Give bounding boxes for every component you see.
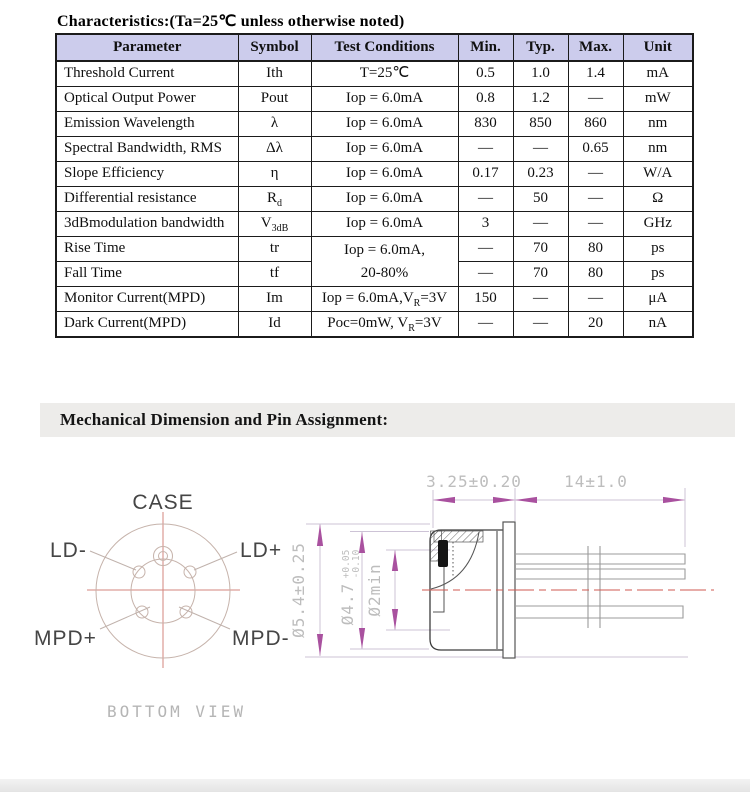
cell-typ: —	[513, 212, 568, 237]
cell-conditions: Iop = 6.0mA	[311, 162, 458, 187]
cell-symbol: Im	[238, 287, 311, 312]
cell-conditions: Iop = $6.0mA,V_R=3V$	[311, 287, 458, 312]
cell-max: 0.65	[568, 137, 623, 162]
cell-parameter: Rise Time	[56, 237, 238, 262]
mpd-minus-label: MPD-	[232, 627, 290, 650]
cell-symbol: $R_d$	[238, 187, 311, 212]
cell-symbol: Ith	[238, 61, 311, 87]
cell-conditions: T=25℃	[311, 61, 458, 87]
cell-typ: 70	[513, 237, 568, 262]
cell-symbol: tr	[238, 237, 311, 262]
cell-conditions: Iop = 6.0mA	[311, 112, 458, 137]
cell-max: —	[568, 212, 623, 237]
cell-conditions: Iop = 6.0mA	[311, 87, 458, 112]
cell-parameter: Fall Time	[56, 262, 238, 287]
cell-typ: 50	[513, 187, 568, 212]
cell-max: 80	[568, 262, 623, 287]
leader-ld-minus	[90, 551, 136, 570]
cell-symbol: Id	[238, 312, 311, 338]
cell-unit: mA	[623, 61, 693, 87]
characteristics-table	[55, 33, 694, 338]
bottom-view-drawing	[34, 491, 290, 721]
dim-cap-diameter-tol-minus: -0.10	[351, 549, 362, 579]
bottom-view-caption: BOTTOM VIEW	[107, 702, 246, 721]
cell-parameter: Spectral Bandwidth, RMS	[56, 137, 238, 162]
cell-typ: —	[513, 137, 568, 162]
cell-unit: nm	[623, 137, 693, 162]
cell-max: —	[568, 287, 623, 312]
cell-unit: W/A	[623, 162, 693, 187]
side-view-drawing	[289, 472, 714, 658]
cell-min: —	[458, 187, 513, 212]
cell-max: 860	[568, 112, 623, 137]
col-header-typ: Typ.	[513, 34, 568, 61]
cell-unit: nA	[623, 312, 693, 338]
col-header-parameter: Parameter	[56, 34, 238, 61]
cell-typ: 850	[513, 112, 568, 137]
dim-aperture-diameter: Ø2min	[365, 563, 384, 617]
cell-symbol: λ	[238, 112, 311, 137]
cell-min: 0.5	[458, 61, 513, 87]
cell-symbol: Δλ	[238, 137, 311, 162]
cell-parameter: Differential resistance	[56, 187, 238, 212]
col-header-min: Min.	[458, 34, 513, 61]
cell-typ: —	[513, 312, 568, 338]
cell-max: —	[568, 187, 623, 212]
cell-parameter: 3dBmodulation bandwidth	[56, 212, 238, 237]
cell-unit: ps	[623, 237, 693, 262]
leader-ld-plus	[194, 552, 237, 570]
mpd-plus-label: MPD+	[34, 627, 97, 650]
cell-symbol: Pout	[238, 87, 311, 112]
cell-unit: Ω	[623, 187, 693, 212]
table-row	[56, 287, 693, 312]
cell-min: 830	[458, 112, 513, 137]
table-header-row	[56, 34, 693, 61]
mechanical-drawing	[0, 440, 750, 780]
cell-parameter: Threshold Current	[56, 61, 238, 87]
cell-conditions: Iop = 6.0mA	[311, 212, 458, 237]
cell-min: —	[458, 137, 513, 162]
cell-symbol: $V_{3dB}$	[238, 212, 311, 237]
ld-minus-label: LD-	[50, 539, 87, 562]
cell-typ: 1.2	[513, 87, 568, 112]
cell-parameter: Dark Current(MPD)	[56, 312, 238, 338]
cell-parameter: Slope Efficiency	[56, 162, 238, 187]
cell-max: —	[568, 162, 623, 187]
cell-unit: mW	[623, 87, 693, 112]
cell-conditions-merged	[311, 237, 458, 287]
cell-min: 0.17	[458, 162, 513, 187]
cell-unit: nm	[623, 112, 693, 137]
table-row	[56, 187, 693, 212]
cell-conditions: Iop = 6.0mA	[311, 187, 458, 212]
col-header-symbol: Symbol	[238, 34, 311, 61]
pin-ld-plus	[184, 566, 196, 578]
lead-pins	[515, 546, 685, 628]
cell-parameter: Optical Output Power	[56, 87, 238, 112]
cell-symbol: η	[238, 162, 311, 187]
dim-cap-diameter	[338, 549, 362, 625]
dim-cap-diameter-main: Ø4.7	[338, 582, 357, 626]
section-title-mechanical: Mechanical Dimension and Pin Assignment:	[40, 403, 735, 437]
cell-typ: —	[513, 287, 568, 312]
ld-plus-label: LD+	[240, 539, 283, 562]
laser-chip	[438, 540, 448, 567]
cell-min: —	[458, 312, 513, 338]
cell-min: 3	[458, 212, 513, 237]
table-row	[56, 312, 693, 338]
cell-typ: 70	[513, 262, 568, 287]
cell-min: 0.8	[458, 87, 513, 112]
cell-symbol: tf	[238, 262, 311, 287]
cell-unit: ps	[623, 262, 693, 287]
table-row	[56, 87, 693, 112]
dim-pin-length: 14±1.0	[564, 472, 628, 491]
table-row	[56, 212, 693, 237]
page-bottom-strip	[0, 779, 750, 792]
table-row	[56, 61, 693, 87]
table-row	[56, 137, 693, 162]
dim-cap-diameter-tol-plus: +0.05	[341, 549, 352, 579]
page-title: Characteristics:(Ta=25℃ unless otherwise noted)	[57, 13, 405, 30]
col-header-test-conditions: Test Conditions	[311, 34, 458, 61]
conditions-line-1: Iop = 6.0mA,	[344, 241, 425, 258]
cell-parameter: Emission Wavelength	[56, 112, 238, 137]
cell-unit: GHz	[623, 212, 693, 237]
col-header-max: Max.	[568, 34, 623, 61]
cell-max: 20	[568, 312, 623, 338]
cell-unit: μA	[623, 287, 693, 312]
col-header-unit: Unit	[623, 34, 693, 61]
dim-flange-diameter: Ø5.4±0.25	[289, 542, 308, 638]
table-row	[56, 112, 693, 137]
table-row	[56, 162, 693, 187]
case-label: CASE	[132, 491, 194, 514]
cell-max: 1.4	[568, 61, 623, 87]
cell-parameter: Monitor Current(MPD)	[56, 287, 238, 312]
cell-typ: 0.23	[513, 162, 568, 187]
cell-conditions: Iop = 6.0mA	[311, 137, 458, 162]
cell-typ: 1.0	[513, 61, 568, 87]
pin-ld-minus	[133, 566, 145, 578]
cell-min: 150	[458, 287, 513, 312]
table-row	[56, 237, 693, 262]
cell-conditions: Poc=0mW, $V_R=3V$	[311, 312, 458, 338]
conditions-line-2: 20-80%	[360, 264, 409, 281]
dim-cap-length: 3.25±0.20	[426, 472, 522, 491]
cell-min: —	[458, 262, 513, 287]
cell-min: —	[458, 237, 513, 262]
cell-max: —	[568, 87, 623, 112]
cell-max: 80	[568, 237, 623, 262]
